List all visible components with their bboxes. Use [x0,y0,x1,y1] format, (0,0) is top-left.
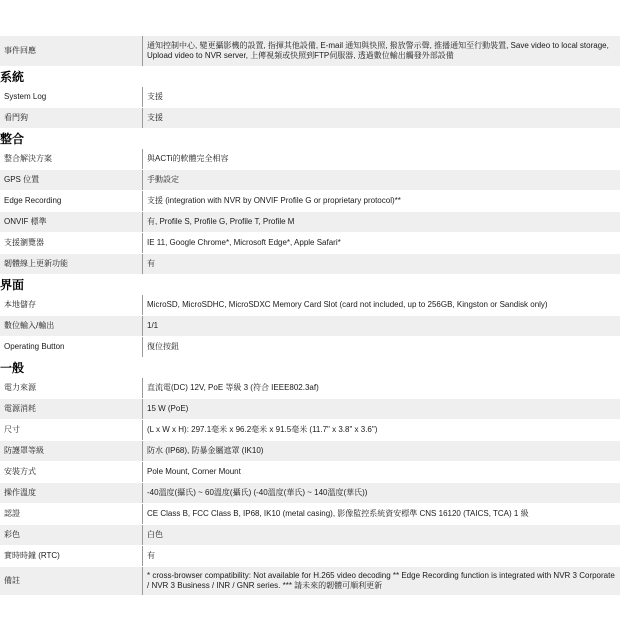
spec-value: 通知控制中心, 變更攝影機的設置, 指揮其他設備, E-mail 通知與快照, 撥放警示聲, 推播通知至行動裝置, Save video to local storage, Upload video to NVR server, 上傳視頻或快照到FTP伺服器, 透過數位輸出觸發外部設備 [143,36,620,66]
spec-value: * cross-browser compatibility: Not available for H.265 video decoding ** Edge Recording function is integrated with NVR 3 Corporate / NVR 3 Business / INR / GNR series. *** 請未來的韌體可順利更新 [143,567,620,595]
spec-key: 電源消耗 [0,399,143,419]
spec-value: MicroSD, MicroSDHC, MicroSDXC Memory Card Slot (card not included, up to 256GB, Kingston or Sandisk only) [147,300,548,309]
spec-row [0,191,620,212]
spec-value: Pole Mount, Corner Mount [147,467,241,476]
spec-row [0,504,620,525]
spec-value: 防水 (IP68), 防暴金屬遮罩 (IK10) [143,441,620,461]
spec-row-event-response [0,36,620,67]
spec-row [0,483,620,504]
spec-value: 支援 [147,92,163,101]
spec-row [0,87,620,108]
spec-key: GPS 位置 [0,170,143,190]
spec-key: 防護罩等級 [0,441,143,461]
spec-key: 認證 [0,504,143,524]
spec-value: CE Class B, FCC Class B, IP68, IK10 (metal casing), 影像監控系統資安標準 CNS 16120 (TAICS, TCA) 1 級 [147,509,529,518]
spec-row [0,441,620,462]
spec-value: -40溫度(攝氏) ~ 60溫度(攝氏) (-40溫度(華氏) ~ 140溫度(華氏)) [143,483,620,503]
spec-key: System Log [0,87,143,107]
spec-value: 有 [147,551,155,560]
spec-value: 15 W (PoE) [143,399,620,419]
spec-row [0,212,620,233]
spec-value: 1/1 [143,316,620,336]
section-title: 系統 [0,70,25,84]
spec-value: 有 [143,254,620,274]
spec-value: 有, Profile S, Profile G, Profile T, Profile M [143,212,620,232]
spec-row [0,254,620,275]
spec-key: 事件回應 [0,36,143,66]
spec-value: 直流電(DC) 12V, PoE 等級 3 (符合 IEEE802.3af) [147,383,319,392]
spec-row [0,378,620,399]
spec-key: 彩色 [0,525,143,545]
spec-value: 支援 [143,108,620,128]
spec-row [0,567,620,596]
spec-key: 備註 [0,567,143,595]
spec-key: 數位輸入/輸出 [0,316,143,336]
section-title: 整合 [0,132,25,146]
spec-key: 實時時鐘 (RTC) [0,546,143,566]
spec-row [0,546,620,567]
spec-key: 本地儲存 [0,295,143,315]
spec-sections [0,69,620,596]
spec-value: 手動設定 [143,170,620,190]
spec-key: 整合解決方案 [0,149,143,169]
spec-key: 操作溫度 [0,483,143,503]
spec-row [0,399,620,420]
spec-key: Operating Button [0,337,143,357]
spec-row [0,316,620,337]
spec-row [0,233,620,254]
spec-key: 電力來源 [0,378,143,398]
section-title: 一般 [0,361,25,375]
section-title: 界面 [0,278,25,292]
spec-row [0,462,620,483]
spec-value: 與ACTi的軟體完全相容 [147,154,229,163]
spec-key: Edge Recording [0,191,143,211]
spec-row [0,295,620,316]
spec-key: 安裝方式 [0,462,143,482]
spec-key: 支援瀏覽器 [0,233,143,253]
spec-row [0,525,620,546]
spec-key: 尺寸 [0,420,143,440]
spec-value: 白色 [143,525,620,545]
spec-row [0,149,620,170]
spec-value: 支援 (integration with NVR by ONVIF Profile G or proprietary protocol)** [147,196,401,205]
spec-key: ONVIF 標準 [0,212,143,232]
spec-row [0,420,620,441]
spec-value: 復位按鈕 [147,342,179,351]
spec-value: (L x W x H): 297.1毫米 x 96.2毫米 x 91.5毫米 (11.7" x 3.8" x 3.6") [147,425,378,434]
spec-row [0,170,620,191]
spec-row [0,108,620,129]
spec-row [0,337,620,358]
spec-key: 看門狗 [0,108,143,128]
spec-value: IE 11, Google Chrome*, Microsoft Edge*, Apple Safari* [147,238,341,247]
spec-key: 韌體線上更新功能 [0,254,143,274]
